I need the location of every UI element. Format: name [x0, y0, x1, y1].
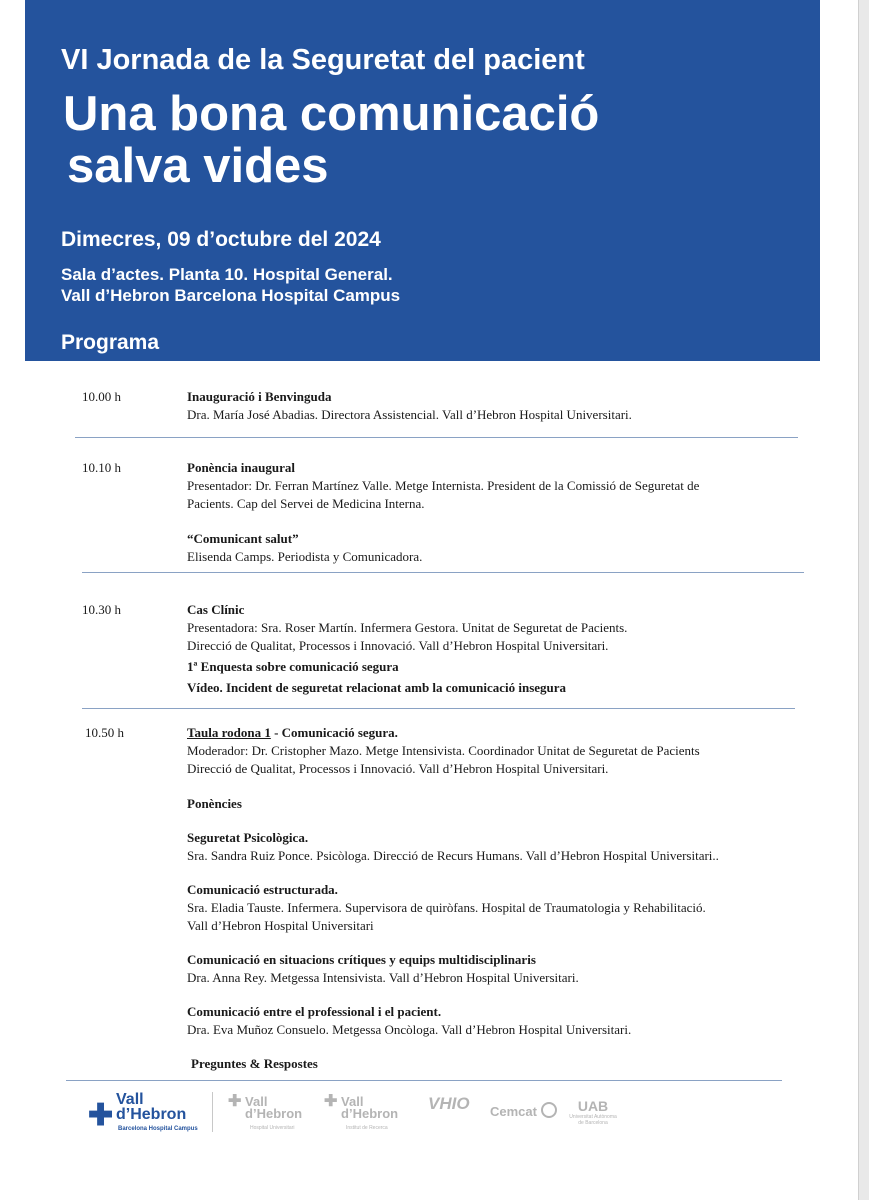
- session-presenter: Presentador: Dr. Ferran Martínez Valle. Metge Internista. President de la Comissió de Seguretat de: [187, 478, 700, 493]
- target-icon: [541, 1102, 557, 1118]
- session-keynote: [187, 459, 827, 566]
- footer-logos: [88, 1092, 648, 1132]
- logo-name: Vall d’Hebron: [116, 1091, 187, 1123]
- header-banner: [25, 0, 820, 361]
- qa-label: Preguntes & Respostes: [191, 1056, 318, 1071]
- talk-speaker-cont: Vall d’Hebron Hospital Universitari: [187, 918, 374, 933]
- survey-title: 1ª Enquesta sobre comunicació segura: [187, 659, 399, 674]
- session-presenter-cont: Direcció de Qualitat, Processos i Innovació. Vall d’Hebron Hospital Universitari.: [187, 638, 609, 653]
- session-time: 10.00 h: [82, 389, 121, 404]
- talk-speaker: Sra. Sandra Ruiz Ponce. Psicòloga. Direcció de Recurs Humans. Vall d’Hebron Hospital Universitari..: [187, 848, 719, 863]
- vhio-logo: VHIO: [428, 1094, 470, 1113]
- session-moderator-cont: Direcció de Qualitat, Processos i Innovació. Vall d’Hebron Hospital Universitari.: [187, 761, 609, 776]
- session-speaker: Dra. María José Abadias. Directora Assistencial. Vall d’Hebron Hospital Universitari.: [187, 407, 632, 422]
- vall-hebron-campus-logo: [88, 1092, 206, 1134]
- logo-subtitle: Barcelona Hospital Campus: [118, 1126, 198, 1132]
- talk-title: Comunicació estructurada.: [187, 882, 338, 897]
- session-time: 10.30 h: [82, 602, 121, 617]
- session-title: Cas Clínic: [187, 602, 245, 617]
- session-presenter: Presentadora: Sra. Roser Martín. Infermera Gestora. Unitat de Seguretat de Pacients.: [187, 620, 628, 635]
- divider: [212, 1092, 213, 1132]
- session-moderator: Moderador: Dr. Cristopher Mazo. Metge Intensivista. Coordinador Unitat de Seguretat de Pacients: [187, 743, 700, 758]
- logo-subtitle: Hospital Universitari: [250, 1125, 295, 1131]
- plus-cross-icon: ✚: [88, 1099, 114, 1132]
- cemcat-logo: [490, 1102, 557, 1118]
- logo-name: UAB: [577, 1098, 609, 1114]
- plus-cross-icon: ✚: [324, 1093, 338, 1110]
- uab-logo: [566, 1100, 620, 1126]
- video-title: Vídeo. Incident de seguretat relacionat amb la comunicació insegura: [187, 680, 567, 695]
- session-time: 10.10 h: [82, 460, 121, 475]
- event-title-line-2: salva vides: [67, 139, 329, 193]
- plus-cross-icon: ✚: [228, 1093, 242, 1110]
- hospital-logo: [228, 1093, 303, 1134]
- session-roundtable: [187, 724, 827, 1073]
- talk-speaker: Dra. Eva Muñoz Consuelo. Metgessa Oncòloga. Vall d’Hebron Hospital Universitari.: [187, 1022, 632, 1037]
- event-title: [63, 88, 599, 192]
- logo-name: Cemcat: [490, 1104, 537, 1119]
- program-heading: Programa: [61, 331, 160, 354]
- talks-heading: Ponències: [187, 796, 242, 811]
- separator: [75, 437, 798, 438]
- session-case: [187, 601, 827, 697]
- separator: [66, 1080, 782, 1081]
- roundtable-topic: - Comunicació segura.: [270, 725, 398, 740]
- roundtable-label: Taula rodona 1: [187, 725, 271, 740]
- session-title: Inauguració i Benvinguda: [187, 389, 332, 404]
- event-date: Dimecres, 09 d’octubre del 2024: [61, 228, 381, 251]
- session-time: 10.50 h: [85, 725, 124, 740]
- session-title: Ponència inaugural: [187, 460, 295, 475]
- session-title: [187, 724, 827, 742]
- talk-title: Seguretat Psicològica.: [187, 830, 309, 845]
- session-presenter-cont: Pacients. Cap del Servei de Medicina Interna.: [187, 496, 425, 511]
- talk-speaker: Sra. Eladia Tauste. Infermera. Supervisora de quiròfans. Hospital de Traumatologia y Rehabilitació.: [187, 900, 706, 915]
- event-title-line-1: Una bona comunicació: [63, 87, 600, 141]
- talk-speaker: Elisenda Camps. Periodista y Comunicadora.: [187, 549, 423, 564]
- research-institute-logo: [324, 1093, 403, 1134]
- logo-subtitle: Universitat Autònoma de Barcelona: [569, 1114, 617, 1126]
- talk-title: Comunicació en situacions crítiques y equips multidisciplinaris: [187, 952, 536, 967]
- talk-speaker: Dra. Anna Rey. Metgessa Intensivista. Vall d’Hebron Hospital Universitari.: [187, 970, 579, 985]
- event-venue: [61, 264, 400, 306]
- talk-title: “Comunicant salut”: [187, 531, 299, 546]
- venue-line-2: Vall d’Hebron Barcelona Hospital Campus: [61, 286, 401, 305]
- event-series: VI Jornada de la Seguretat del pacient: [61, 44, 585, 76]
- separator: [82, 572, 804, 573]
- separator: [82, 708, 795, 709]
- logo-name: Vall d’Hebron: [245, 1094, 303, 1121]
- venue-line-1: Sala d’actes. Planta 10. Hospital General.: [61, 265, 393, 284]
- talk-title: Comunicació entre el professional i el pacient.: [187, 1004, 442, 1019]
- session-opening: [187, 388, 827, 424]
- logo-subtitle: Institut de Recerca: [346, 1125, 388, 1131]
- logo-name: Vall d’Hebron: [341, 1094, 399, 1121]
- page-edge: [858, 0, 869, 1200]
